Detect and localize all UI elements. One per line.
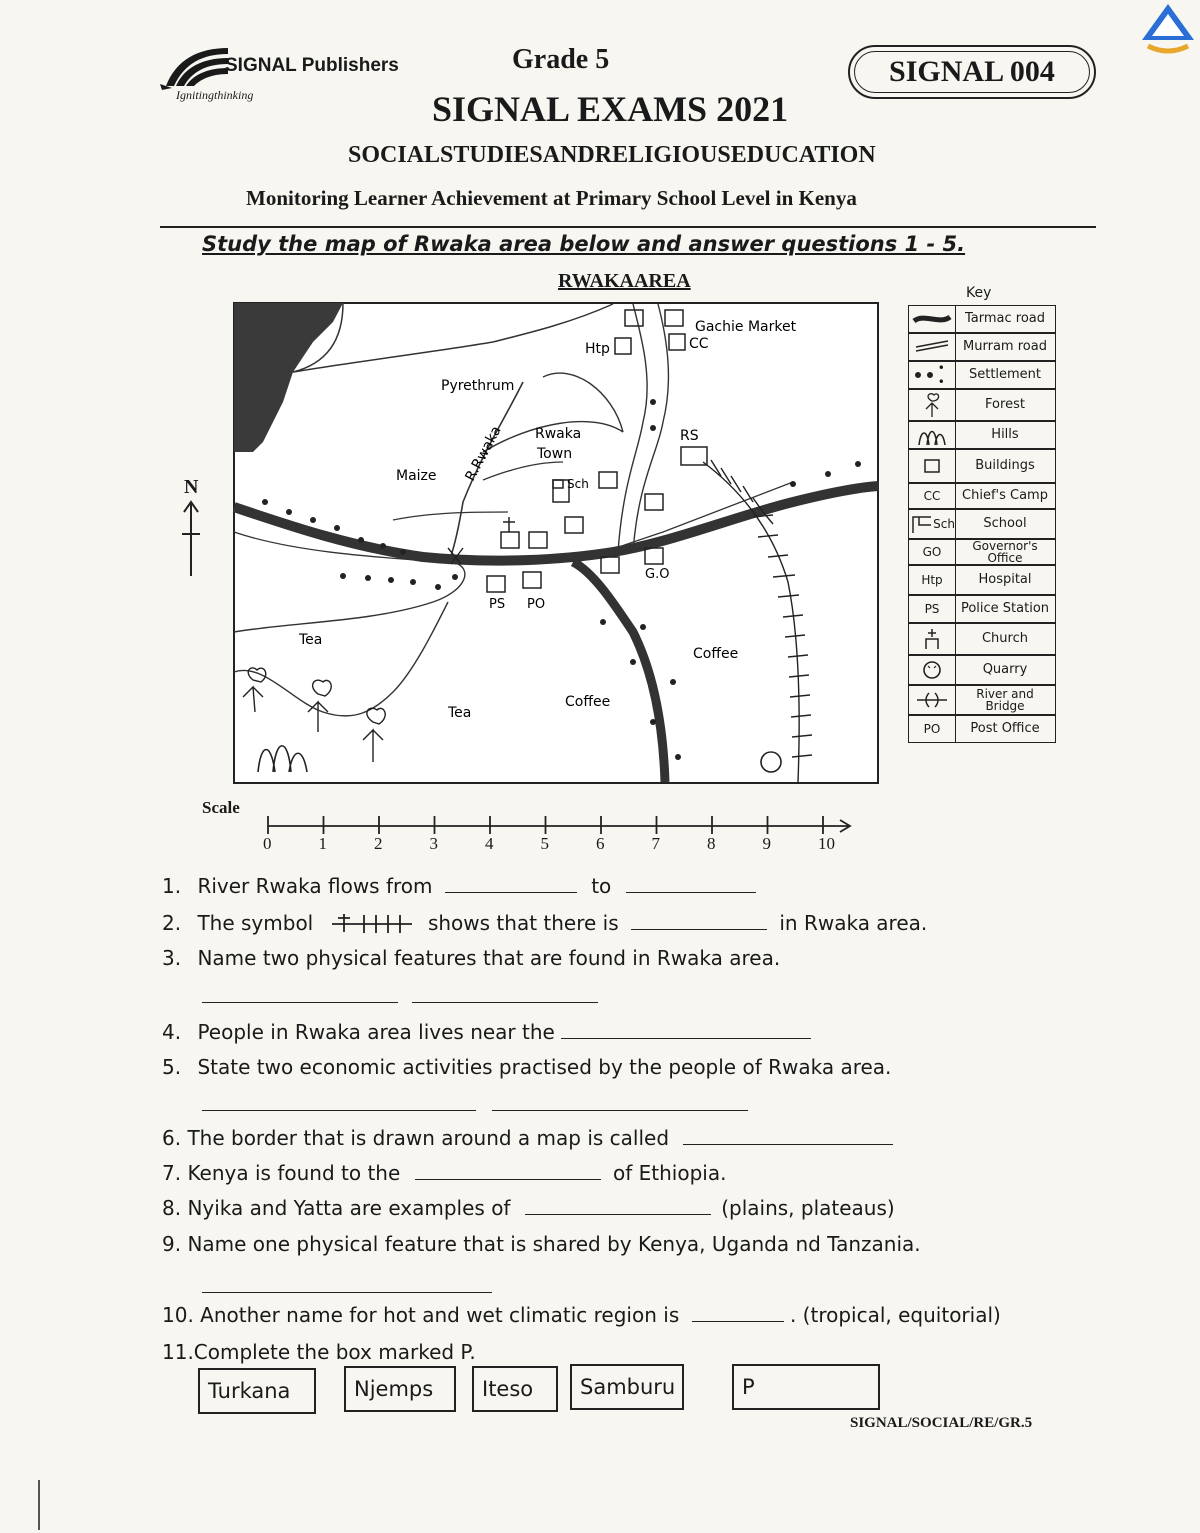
forest-icon	[909, 390, 956, 420]
exam-code-box	[848, 45, 1096, 99]
label-police-station: PS	[489, 597, 506, 612]
q8-options: (plains, plateaus)	[721, 1196, 895, 1220]
school-icon: Sch	[909, 510, 956, 538]
label-rs: RS	[680, 428, 699, 444]
footer-code: SIGNAL/SOCIAL/RE/GR.5	[850, 1415, 1033, 1431]
map-border	[234, 303, 878, 783]
exam-title: SIGNAL EXAMS 2021	[432, 89, 789, 129]
question-3	[162, 946, 780, 970]
q2-blank[interactable]	[631, 929, 767, 930]
q2-text: The symbol	[197, 911, 314, 935]
key-row	[908, 655, 1056, 685]
key-label: Governor's Office	[972, 540, 1038, 564]
key-symbol-text: GO	[909, 540, 956, 564]
scale-tick-label: 4	[485, 834, 494, 853]
header-divider	[160, 226, 1096, 228]
settlement-icon: • •	[909, 362, 956, 388]
tribe-box-p-label: P	[742, 1375, 755, 1399]
q3-blank-2[interactable]	[412, 1002, 598, 1003]
question-10	[162, 1303, 1001, 1327]
key-label: Chief's Camp	[962, 488, 1048, 503]
label-tea-1: Tea	[299, 632, 323, 648]
q1-blank-from[interactable]	[445, 892, 577, 893]
hills-icon	[909, 422, 956, 448]
grade-label: Grade 5	[512, 44, 610, 75]
map-title: RWAKAAREA	[558, 270, 691, 292]
label-hospital: Htp	[585, 341, 610, 357]
monitoring-subtitle: Monitoring Learner Achievement at Primary School Level in Kenya	[246, 186, 857, 210]
key-row	[908, 509, 1056, 539]
q7-blank[interactable]	[415, 1179, 601, 1180]
subject-title: SOCIALSTUDIESANDRELIGIOUSEDUCATION	[348, 142, 876, 168]
key-label: Settlement	[968, 367, 1042, 382]
key-symbol-text: Htp	[909, 566, 956, 594]
key-row	[908, 361, 1056, 389]
q7-text-end: of Ethiopia.	[612, 1161, 727, 1185]
key-label: Police Station	[960, 601, 1050, 616]
q2-text-end: in Rwaka area.	[779, 911, 928, 935]
scale-tick-label: 7	[651, 834, 660, 853]
q11-text: 11.Complete the box marked P.	[162, 1340, 476, 1364]
label-pyrethrum: Pyrethrum	[441, 378, 515, 394]
building-icon	[909, 450, 956, 482]
scale-tick-label: 2	[374, 834, 383, 853]
q4-text: People in Rwaka area lives near the	[197, 1020, 555, 1044]
key-label: Post Office	[970, 721, 1040, 736]
key-symbol-text: CC	[909, 484, 956, 508]
key-row	[908, 483, 1056, 509]
label-gachie-market: Gachie Market	[695, 319, 797, 335]
river-bridge-icon	[909, 686, 956, 714]
q4-blank[interactable]	[561, 1038, 811, 1039]
q10-text: 10. Another name for hot and wet climatic region is	[162, 1303, 680, 1327]
railway-symbol-icon	[330, 912, 414, 934]
key-label: Buildings	[975, 458, 1035, 473]
label-chiefs-camp: CC	[689, 336, 709, 352]
corner-logo-icon	[1138, 2, 1198, 56]
publisher-name: SIGNAL Publishers	[225, 55, 399, 76]
tribe-box-samburu: Samburu	[570, 1364, 684, 1410]
q1-blank-to[interactable]	[626, 892, 756, 893]
q5-text: State two economic activities practised by the people of Rwaka area.	[197, 1055, 892, 1079]
q2-number: 2.	[162, 911, 182, 935]
scale-tick-label: 10	[818, 834, 835, 853]
key-row	[908, 595, 1056, 623]
key-label: Tarmac road	[964, 311, 1045, 326]
key-label: Forest	[985, 397, 1025, 412]
exam-code: SIGNAL 004	[854, 51, 1090, 93]
question-2	[162, 911, 927, 935]
scale-tick-label: 1	[318, 834, 327, 853]
label-river-rwaka: R.Rwaka	[462, 423, 505, 484]
question-7	[162, 1161, 726, 1185]
q9-text: 9. Name one physical feature that is shared by Kenya, Uganda nd Tanzania.	[162, 1232, 921, 1256]
label-governors-office: G.O	[645, 567, 670, 582]
label-coffee-2: Coffee	[565, 694, 611, 710]
scale-tick-label: 5	[540, 834, 549, 853]
scale-tick-label: 0	[263, 834, 272, 853]
key-row	[908, 715, 1056, 743]
church-icon	[909, 624, 956, 654]
label-post-office: PO	[527, 597, 546, 612]
q5-blank-1[interactable]	[202, 1110, 476, 1111]
q3-text: Name two physical features that are found in Rwaka area.	[197, 946, 781, 970]
question-9	[162, 1232, 921, 1256]
q5-number: 5.	[162, 1055, 182, 1079]
label-rwaka-town-1: Rwaka	[535, 426, 582, 442]
question-6	[162, 1126, 893, 1150]
question-11	[162, 1340, 476, 1364]
key-row	[908, 449, 1056, 483]
q1-text-to: to	[591, 874, 612, 898]
rwaka-map	[233, 302, 879, 784]
q8-blank[interactable]	[525, 1214, 711, 1215]
q5-blank-2[interactable]	[492, 1110, 748, 1111]
key-label: School	[983, 516, 1027, 531]
q2-text-mid: shows that there is	[427, 911, 619, 935]
key-symbol-text: PS	[909, 596, 956, 622]
key-label: River and Bridge	[976, 687, 1034, 713]
question-8	[162, 1196, 895, 1220]
key-label: Church	[981, 631, 1028, 646]
north-arrow-icon	[176, 498, 206, 578]
key-row	[908, 685, 1056, 715]
key-symbol-text: PO	[909, 716, 956, 742]
key-label: Quarry	[982, 662, 1028, 677]
q9-blank[interactable]	[202, 1292, 492, 1293]
key-row	[908, 623, 1056, 655]
q6-text: 6. The border that is drawn around a map is called	[162, 1126, 670, 1150]
question-1	[162, 874, 756, 898]
key-title: Key	[966, 285, 992, 301]
label-tea-2: Tea	[448, 705, 472, 721]
map-instruction: Study the map of Rwaka area below and answer questions 1 - 5.	[202, 232, 966, 256]
tribe-box-njemps: Njemps	[344, 1366, 456, 1412]
q1-text: River Rwaka flows from	[197, 874, 433, 898]
publisher-logo	[158, 40, 230, 92]
tribe-box-p[interactable]	[732, 1364, 880, 1410]
key-row	[908, 539, 1056, 565]
label-coffee-1: Coffee	[693, 646, 739, 662]
label-maize: Maize	[396, 468, 437, 484]
publisher-tagline: Ignitingthinking	[176, 88, 254, 102]
scale-label: Scale	[202, 798, 240, 817]
key-row	[908, 421, 1056, 449]
tribe-box-iteso: Iteso	[472, 1366, 558, 1412]
q8-text: 8. Nyika and Yatta are examples of	[162, 1196, 511, 1220]
label-rwaka-town-2: Town	[537, 446, 573, 462]
q10-options: . (tropical, equitorial)	[789, 1303, 1001, 1327]
q3-blank-1[interactable]	[202, 1002, 398, 1003]
key-row	[908, 389, 1056, 421]
question-5	[162, 1055, 891, 1079]
q10-blank[interactable]	[692, 1321, 784, 1322]
scale-tick-label: 8	[707, 834, 716, 853]
q4-number: 4.	[162, 1020, 182, 1044]
key-row	[908, 565, 1056, 595]
quarry-icon	[909, 656, 956, 684]
label-school: Sch	[567, 477, 589, 491]
key-label: Hills	[991, 427, 1019, 442]
key-row	[908, 333, 1056, 361]
q1-number: 1.	[162, 874, 182, 898]
q3-number: 3.	[162, 946, 182, 970]
scale-tick-label: 9	[762, 834, 771, 853]
key-label: Hospital	[978, 572, 1032, 587]
north-label: N	[184, 476, 199, 498]
tarmac-road-icon	[909, 306, 956, 332]
left-margin-line	[38, 1480, 40, 1530]
scale-tick-label: 6	[596, 834, 605, 853]
tribe-box-turkana: Turkana	[198, 1368, 316, 1414]
key-label: Murram road	[963, 339, 1047, 354]
scale-tick-label: 3	[429, 834, 438, 853]
question-4	[162, 1020, 811, 1044]
key-row	[908, 305, 1056, 333]
scale-bar	[258, 812, 858, 834]
q7-text: 7. Kenya is found to the	[162, 1161, 401, 1185]
murram-road-icon	[909, 334, 956, 360]
q6-blank[interactable]	[683, 1144, 893, 1145]
